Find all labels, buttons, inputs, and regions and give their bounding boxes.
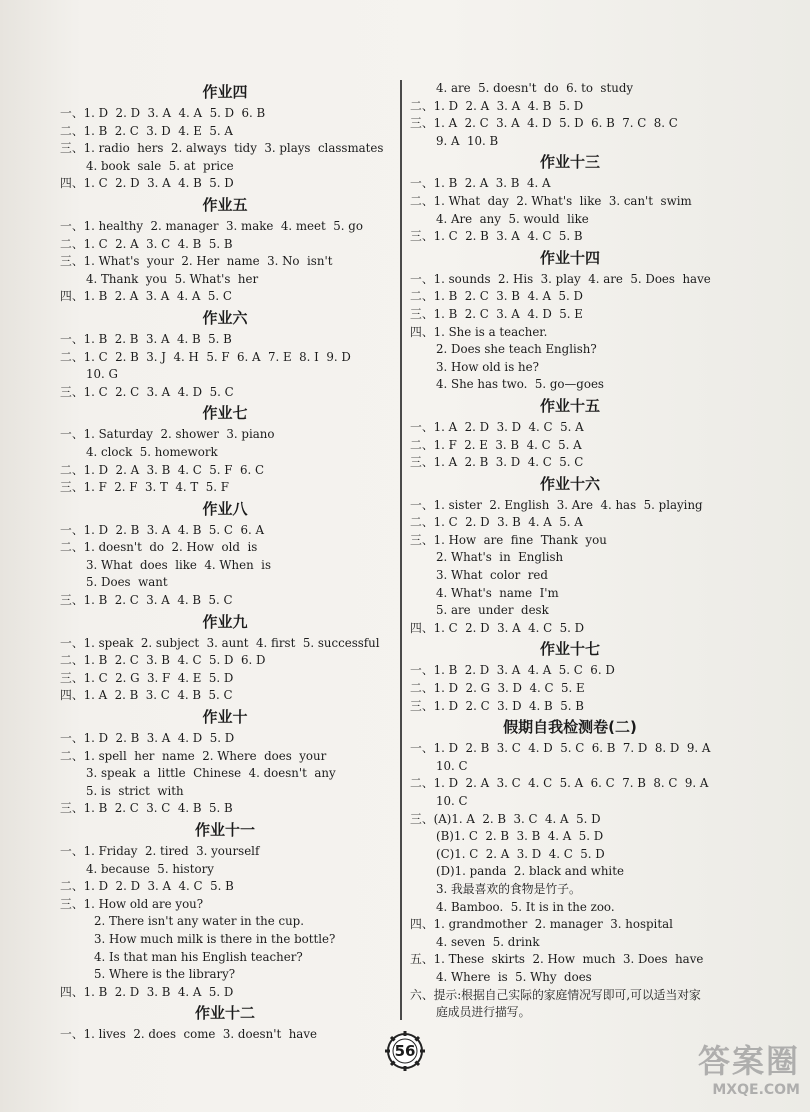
section-title: 作业八 [202, 499, 248, 518]
answer-section [60, 611, 390, 705]
section-title: 假期自我检测卷(二) [503, 718, 637, 737]
answer-line: 2. What's in English [436, 550, 564, 565]
answer-line: 六、提示:根据自己实际的家庭情况写即可,可以适当对家 [410, 987, 701, 1002]
section-title: 作业十六 [539, 474, 600, 493]
answer-line: 4. because 5. history [86, 861, 214, 876]
answer-line: 4. Thank you 5. What's her [86, 271, 259, 286]
answer-line: 4. Are any 5. would like [436, 211, 589, 226]
answer-line: 4. Bamboo. 5. It is in the zoo. [436, 899, 615, 914]
answer-line: 三、1. How old are you? [60, 896, 204, 911]
answer-section [60, 307, 390, 401]
answer-line: 二、1. D 2. D 3. A 4. C 5. B [60, 879, 234, 894]
answer-line: 一、1. D 2. B 3. C 4. D 5. C 6. B 7. D 8. D 9. A [410, 741, 711, 756]
answer-line: 三、1. A 2. B 3. D 4. C 5. C [410, 455, 584, 470]
answer-line: 三、1. D 2. C 3. D 4. B 5. B [410, 698, 584, 713]
answer-line: 4. She has two. 5. go—goes [436, 377, 604, 392]
answer-line: 一、1. D 2. B 3. A 4. D 5. D [60, 731, 235, 746]
answer-line: 庭成员进行描写。 [436, 1005, 531, 1020]
answer-line: 3. What does like 4. When is [86, 557, 272, 572]
answer-line: 3. What color red [436, 568, 548, 583]
answer-line: 三、(A)1. A 2. B 3. C 4. A 5. D [410, 811, 601, 826]
section-title: 作业五 [202, 195, 248, 214]
answer-line: 二、1. C 2. A 3. C 4. B 5. B [60, 236, 233, 251]
answer-section [410, 80, 730, 150]
answer-section [410, 395, 730, 472]
answer-line: 2. There isn't any water in the cup. [94, 914, 304, 929]
answer-line: 5. Where is the library? [94, 967, 236, 982]
answer-line: 二、1. B 2. C 3. B 4. C 5. D 6. D [60, 653, 266, 668]
watermark-logo-text: 答案圈 [697, 1042, 800, 1080]
answer-line: 4. What's name I'm [436, 585, 559, 600]
answer-line: 二、1. doesn't do 2. How old is [60, 540, 258, 555]
answer-line: (B)1. C 2. B 3. B 4. A 5. D [436, 829, 604, 844]
answer-line: 4. Is that man his English teacher? [94, 949, 303, 964]
answer-line: 一、1. lives 2. does come 3. doesn't have [60, 1027, 317, 1042]
section-title: 作业十一 [194, 821, 255, 839]
answer-line: 一、1. sister 2. English 3. Are 4. has 5. playing [410, 497, 703, 512]
answer-line: 一、1. Saturday 2. shower 3. piano [60, 427, 275, 442]
answer-line: 二、1. C 2. D 3. B 4. A 5. A [410, 515, 583, 530]
answer-line: 10. G [86, 367, 118, 382]
answer-line: 四、1. A 2. B 3. C 4. B 5. C [60, 688, 233, 703]
answer-line: 3. 我最喜欢的食物是竹子。 [436, 881, 581, 896]
answer-line: 二、1. D 2. A 3. A 4. B 5. D [410, 98, 584, 113]
answer-section [60, 819, 390, 1001]
answer-line: 四、1. B 2. D 3. B 4. A 5. D [60, 984, 234, 999]
answer-line: 三、1. B 2. C 3. A 4. B 5. C [60, 593, 233, 608]
answer-line: 5. is strict with [86, 783, 184, 798]
answer-line: 三、1. C 2. B 3. A 4. C 5. B [410, 229, 583, 244]
answer-line: 9. A 10. B [436, 133, 499, 148]
answer-line: 四、1. B 2. A 3. A 4. A 5. C [60, 289, 232, 304]
section-title: 作业十二 [194, 1004, 255, 1023]
answer-line: 4. Where is 5. Why does [436, 969, 592, 984]
answer-line: 五、1. These skirts 2. How much 3. Does have [410, 952, 704, 967]
answer-line: 二、1. B 2. C 3. D 4. E 5. A [60, 123, 233, 138]
answer-line: 二、1. D 2. G 3. D 4. C 5. E [410, 681, 585, 696]
answer-section [60, 81, 390, 193]
section-title: 作业十三 [539, 153, 600, 172]
answer-line: 一、1. B 2. B 3. A 4. B 5. B [60, 331, 232, 346]
answer-line: 一、1. healthy 2. manager 3. make 4. meet 5. go [60, 218, 363, 233]
watermark-url: MXQE.COM [712, 1082, 800, 1098]
answer-line: 一、1. D 2. D 3. A 4. A 5. D 6. B [60, 106, 266, 120]
answer-line: 3. speak a little Chinese 4. doesn't any [86, 766, 336, 781]
section-title: 作业十 [202, 708, 248, 727]
answer-line: 三、1. What's your 2. Her name 3. No isn't [60, 254, 333, 269]
answer-line: 一、1. D 2. B 3. A 4. B 5. C 6. A [60, 522, 264, 537]
answer-line: 三、1. B 2. C 3. C 4. B 5. B [60, 801, 233, 816]
answer-line: 3. How old is he? [436, 359, 539, 374]
answer-line: 一、1. Friday 2. tired 3. yourself [60, 844, 260, 858]
answer-line: (D)1. panda 2. black and white [436, 864, 624, 879]
answer-line: 三、1. B 2. C 3. A 4. D 5. E [410, 306, 583, 321]
answer-line: 四、1. grandmother 2. manager 3. hospital [410, 917, 673, 932]
answer-line: 一、1. A 2. D 3. D 4. C 5. A [410, 419, 584, 434]
answer-section [410, 638, 730, 715]
answer-line: 一、1. sounds 2. His 3. play 4. are 5. Does have [410, 271, 711, 286]
answer-line: 10. C [436, 794, 468, 808]
answer-section [60, 402, 390, 496]
answer-line: (C)1. C 2. A 3. D 4. C 5. D [436, 846, 605, 861]
answer-line: 三、1. C 2. G 3. F 4. E 5. D [60, 670, 234, 685]
section-title: 作业七 [202, 404, 248, 423]
answer-section [60, 706, 390, 818]
answer-line: 二、1. D 2. A 3. C 4. C 5. A 6. C 7. B 8. C 9. A [410, 776, 709, 791]
site-watermark [660, 1036, 800, 1106]
answer-line: 2. Does she teach English? [436, 342, 597, 357]
answer-section [410, 151, 730, 245]
answer-line: 一、1. speak 2. subject 3. aunt 4. first 5. successful [60, 635, 380, 650]
section-title: 作业十五 [539, 396, 600, 415]
answer-line: 三、1. How are fine Thank you [410, 532, 607, 547]
answer-line: 5. Does want [86, 575, 168, 590]
answer-line: 二、1. D 2. A 3. B 4. C 5. F 6. C [60, 462, 265, 477]
section-title: 作业十七 [539, 640, 600, 659]
answer-line: 三、1. F 2. F 3. T 4. T 5. F [60, 480, 229, 495]
answer-line: 二、1. F 2. E 3. B 4. C 5. A [410, 437, 582, 452]
page-number: 56 [394, 1042, 416, 1060]
answer-section [410, 473, 730, 638]
answer-line: 一、1. B 2. A 3. B 4. A [410, 176, 551, 191]
section-title: 作业十四 [539, 248, 600, 267]
answer-line: 四、1. C 2. D 3. A 4. C 5. D [410, 620, 585, 635]
answer-line: 3. How much milk is there in the bottle? [94, 931, 336, 946]
answer-line: 四、1. She is a teacher. [410, 324, 548, 339]
answer-section [410, 247, 730, 394]
section-title: 作业四 [202, 83, 248, 101]
answer-section [410, 716, 730, 1022]
section-title: 作业六 [202, 308, 248, 327]
answer-line: 二、1. B 2. C 3. B 4. A 5. D [410, 289, 583, 304]
answer-section [60, 1002, 390, 1044]
answer-section [60, 498, 390, 610]
answer-line: 三、1. C 2. C 3. A 4. D 5. C [60, 384, 234, 399]
answer-line: 四、1. C 2. D 3. A 4. B 5. D [60, 176, 234, 191]
answer-section [60, 194, 390, 306]
answer-line: 4. book sale 5. at price [86, 158, 234, 173]
answer-line: 10. C [436, 758, 468, 773]
answer-column-right [410, 80, 730, 1022]
answer-line: 二、1. C 2. B 3. J 4. H 5. F 6. A 7. E 8. I 9. D [60, 349, 351, 364]
answer-line: 4. are 5. doesn't do 6. to study [436, 81, 634, 95]
answer-line: 一、1. B 2. D 3. A 4. A 5. C 6. D [410, 663, 615, 678]
answer-line: 4. seven 5. drink [436, 934, 540, 949]
answer-line: 二、1. What day 2. What's like 3. can't swim [410, 193, 692, 208]
section-title: 作业九 [202, 612, 248, 631]
column-divider [400, 80, 402, 1020]
answer-column-left [60, 80, 390, 1044]
page-number-badge [384, 1030, 426, 1072]
answer-line: 三、1. A 2. C 3. A 4. D 5. D 6. B 7. C 8. C [410, 116, 678, 131]
answer-line: 三、1. radio hers 2. always tidy 3. plays classmates [60, 141, 384, 156]
answer-line: 二、1. spell her name 2. Where does your [60, 748, 327, 763]
answer-line: 4. clock 5. homework [86, 444, 218, 459]
answer-line: 5. are under desk [436, 603, 549, 618]
